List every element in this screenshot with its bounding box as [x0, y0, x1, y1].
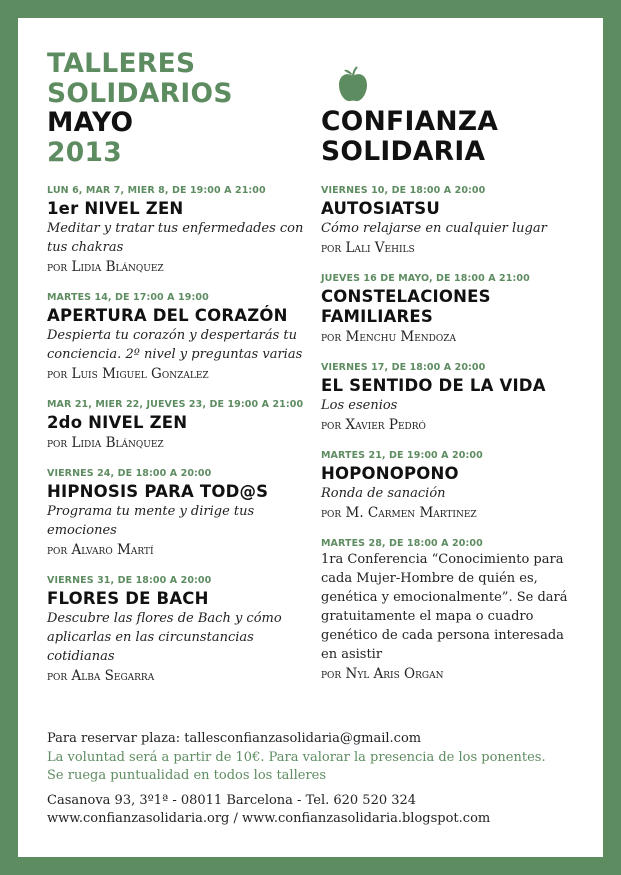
event-title: CONSTELACIONES FAMILIARES [321, 287, 491, 326]
title-line-solidarios: SOLIDARIOS [47, 77, 233, 109]
event-item [47, 185, 309, 277]
event-description: Cómo relajarse en cualquier lugar [321, 221, 547, 236]
event-item [47, 399, 309, 453]
event-description: Despierta tu corazón y despertarás tu conciencia. 2º nivel y preguntas varias [47, 328, 303, 362]
event-description: Programa tu mente y dirige tus emociones [47, 504, 255, 538]
event-title: AUTOSIATSU [321, 199, 440, 218]
event-item [321, 362, 583, 435]
event-title: HIPNOSIS PARA TOD@S [47, 482, 269, 501]
event-date: LUN 6, MAR 7, MIER 8, DE 19:00 A 21:00 [47, 185, 266, 196]
event-date: MAR 21, MIER 22, JUEVES 23, DE 19:00 A 21:00 [47, 399, 304, 410]
event-speaker: por Alba Segarra [47, 668, 155, 684]
event-speaker: por Lali Vehils [321, 240, 415, 256]
event-title: 2do NIVEL ZEN [47, 413, 188, 432]
event-speaker: por Lidia Blánquez [47, 435, 164, 451]
event-speaker: por Menchu Mendoza [321, 329, 456, 345]
event-item [47, 292, 309, 384]
event-date: VIERNES 17, DE 18:00 A 20:00 [321, 362, 486, 373]
event-title: EL SENTIDO DE LA VIDA [321, 376, 546, 395]
event-description: Descubre las flores de Bach y cómo aplicarlas en las circunstancias cotidianas [47, 611, 282, 664]
event-title: APERTURA DEL CORAZÓN [47, 306, 288, 325]
event-date: MARTES 28, DE 18:00 A 20:00 [321, 538, 483, 549]
address-line: Casanova 93, 3º1ª - 08011 Barcelona - Tel. 620 520 324 [47, 792, 417, 808]
event-speaker: por M. Carmen Martinez [321, 505, 477, 521]
right-events-column [321, 185, 583, 699]
event-item [321, 450, 583, 523]
reservation-line: Para reservar plaza: tallesconfianzasolidaria@gmail.com [47, 731, 422, 746]
event-item [321, 273, 583, 347]
org-line-solidaria: SOLIDARIA [321, 135, 486, 167]
event-item [47, 575, 309, 686]
org-name [321, 107, 498, 166]
left-events-column [47, 185, 309, 701]
event-title: 1er NIVEL ZEN [47, 199, 184, 218]
apple-icon [336, 66, 370, 104]
event-speaker: por Alvaro Martí [47, 542, 154, 558]
website-line: www.confianzasolidaria.org / www.confianzasolidaria.blogspot.com [47, 811, 491, 826]
event-date: VIERNES 31, DE 18:00 A 20:00 [47, 575, 212, 586]
event-description: Meditar y tratar tus enfermedades con tus chakras [47, 221, 304, 255]
org-line-confianza: CONFIANZA [321, 106, 499, 137]
punctuality-line: Se ruega puntualidad en todos los talleres [47, 768, 327, 783]
donation-line: La voluntad será a partir de 10€. Para valorar la presencia de los ponentes. [47, 749, 546, 765]
event-description: Ronda de sanación [321, 486, 446, 501]
event-title: FLORES DE BACH [47, 589, 209, 608]
event-date: VIERNES 10, DE 18:00 A 20:00 [321, 185, 486, 196]
event-speaker: por Luis Miguel Gonzalez [47, 366, 209, 382]
event-speaker: por Xavier Pedró [321, 417, 426, 433]
title-line-year: 2013 [47, 136, 122, 168]
event-date: MARTES 21, DE 19:00 A 20:00 [321, 450, 483, 461]
event-speaker: por Nyl Aris Organ [321, 666, 444, 682]
event-date: JUEVES 16 DE MAYO, DE 18:00 A 21:00 [321, 273, 530, 284]
event-item [321, 185, 583, 258]
event-date: VIERNES 24, DE 18:00 A 20:00 [47, 468, 212, 479]
footer-info [47, 730, 587, 829]
event-description: Los esenios [321, 398, 398, 413]
event-date: MARTES 14, DE 17:00 A 19:00 [47, 292, 209, 303]
event-description: 1ra Conferencia “Conocimiento para cada Mujer-Hombre de quién es, genética y emocionalmente”. Se dará gratuitamente el mapa o cuadro genético de cada persona interesada en asistir [321, 552, 568, 662]
poster-sheet [18, 18, 603, 857]
event-speaker: por Lidia Blánquez [47, 259, 164, 275]
event-item [47, 468, 309, 560]
event-item [321, 538, 583, 684]
poster-title [47, 49, 233, 167]
event-title: HOPONOPONO [321, 464, 459, 483]
title-line-month: MAYO [47, 107, 134, 138]
title-line-talleres: TALLERES [47, 48, 196, 79]
